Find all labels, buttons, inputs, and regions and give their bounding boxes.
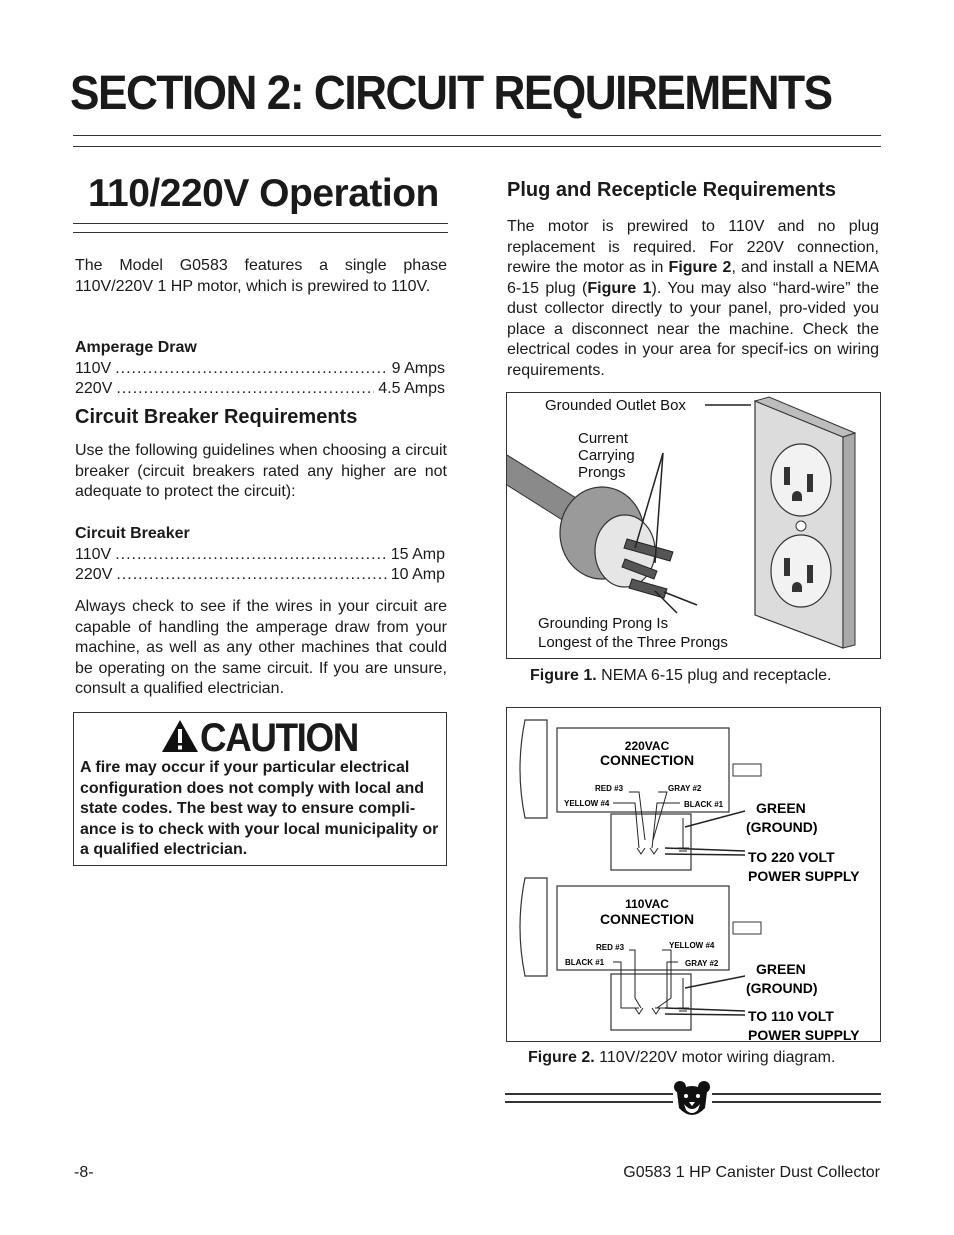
connection-220: CONNECTION — [599, 752, 695, 768]
green-ground-110: (GROUND) — [746, 980, 818, 996]
supply-220: POWER SUPPLY — [748, 868, 860, 884]
breaker-row — [75, 565, 445, 586]
amperage-heading: Amperage Draw — [75, 339, 197, 356]
header-rule-bottom — [73, 146, 881, 147]
page-number: -8- — [74, 1164, 94, 1181]
amperage-row-label: 220V — [75, 380, 113, 397]
warning-triangle-icon — [160, 718, 200, 754]
figure1-caption-label: Figure 1. — [530, 667, 597, 684]
intro-block — [75, 256, 447, 297]
connection-110: CONNECTION — [599, 911, 695, 927]
end-rule — [712, 1101, 881, 1103]
outlet-plate — [755, 397, 855, 648]
breaker-intro-paragraph: Use the following guidelines when choosing a circuit breaker (circuit breakers rated any higher are not adequate to protect the circuit): — [75, 442, 447, 500]
breaker-row-value: 15 Amp — [390, 545, 445, 563]
wiring-diagram — [507, 708, 881, 1042]
figure2-box — [506, 707, 881, 1042]
current-prongs-label: Prongs — [578, 464, 626, 481]
breaker-intro-block — [75, 441, 447, 503]
grounding-prong-label: Longest of the Three Prongs — [538, 634, 728, 651]
current-prongs-label: Current — [578, 430, 629, 447]
green-ground-220: GREEN — [756, 800, 806, 816]
leader-dots — [116, 379, 374, 400]
wire-gray-220: GRAY #2 — [668, 784, 702, 793]
check-block — [75, 597, 447, 700]
current-prongs-label: Carrying — [578, 447, 635, 464]
supply-220: TO 220 VOLT — [748, 849, 835, 865]
breaker-row-label: 220V — [75, 566, 113, 583]
plug-heading: Plug and Recepticle Requirements — [507, 179, 836, 201]
wire-black-110: BLACK #1 — [565, 958, 605, 967]
wire-red-110: RED #3 — [596, 943, 625, 952]
wire-yellow-220: YELLOW #4 — [564, 799, 610, 808]
green-ground-110: GREEN — [756, 961, 806, 977]
figure2-caption — [528, 1049, 835, 1067]
wire-gray-110: GRAY #2 — [685, 959, 719, 968]
leader-dots — [115, 359, 387, 380]
amperage-row — [75, 359, 445, 380]
figure1-box — [506, 392, 881, 659]
supply-110: POWER SUPPLY — [748, 1027, 860, 1042]
plug-block — [507, 217, 879, 381]
plug-receptacle-illustration — [507, 393, 881, 659]
supply-110: TO 110 VOLT — [748, 1008, 834, 1024]
plug-text-part: The motor is prewired to 110V and no plug replacement is required. For 220V connection, rewire the motor as in — [507, 218, 879, 276]
end-rule — [505, 1101, 673, 1103]
figure2-caption-text: 110V/220V motor wiring diagram. — [594, 1049, 836, 1066]
end-rule — [505, 1093, 673, 1095]
grounding-prong-label: Grounding Prong Is — [538, 615, 669, 632]
breaker-row-value: 10 Amp — [390, 566, 445, 583]
intro-paragraph: The Model G0583 features a single phase 110V/220V 1 HP motor, which is prewired to 110V. — [75, 257, 447, 295]
breaker-table — [75, 524, 445, 586]
voltage-220: 220VAC — [624, 739, 670, 753]
breaker-table-heading: Circuit Breaker — [75, 525, 190, 542]
document-title: G0583 1 HP Canister Dust Collector — [623, 1164, 880, 1181]
operation-rule-bottom — [73, 232, 448, 233]
plug-text-part: , and install a NEMA 6-15 plug ( — [507, 259, 880, 297]
check-paragraph: Always check to see if the wires in your circuit are capable of handling the amperage draw from your machine, as well as any other machines that could be operating on the same circuit. If you are unsure, consult a qualified electrician. — [75, 598, 447, 697]
plug-text-part: ). You may also “hard-wire” the dust collector directly to your panel, pro-vided you place a disconnect near the machine. Check the electrical codes in your area for specif-ics on wiring requirements. — [507, 279, 880, 379]
header-rule-top — [73, 135, 881, 136]
caution-text: A fire may occur if your particular electrical configuration does not comply with local and state codes. The best way to ensure compli-ance is to check with your local municipality or a qualified electrician. — [80, 759, 439, 858]
figure-reference: Figure 2 — [668, 259, 732, 276]
caution-title: CAUTION — [200, 716, 358, 760]
amperage-row-label: 110V — [75, 359, 112, 377]
amperage-row-value: 9 Amps — [391, 359, 445, 377]
amperage-row — [75, 379, 445, 400]
bear-logo-icon — [672, 1080, 712, 1120]
figure1-caption — [530, 667, 832, 685]
breaker-row-label: 110V — [75, 545, 112, 563]
voltage-110: 110VAC — [625, 897, 669, 911]
operation-rule-top — [73, 223, 448, 224]
green-ground-220: (GROUND) — [746, 819, 818, 835]
figure2-caption-label: Figure 2. — [528, 1049, 595, 1066]
section-title: SECTION 2: CIRCUIT REQUIREMENTS — [70, 67, 832, 120]
amperage-table — [75, 338, 445, 400]
breaker-heading: Circuit Breaker Requirements — [75, 406, 358, 428]
breaker-row — [75, 545, 445, 566]
leader-dots — [115, 545, 387, 566]
leader-dots — [116, 565, 386, 586]
end-rule — [712, 1093, 881, 1095]
wire-black-220: BLACK #1 — [684, 800, 724, 809]
plug-paragraph — [507, 217, 879, 381]
figure1-caption-text: NEMA 6-15 plug and receptacle. — [596, 667, 832, 684]
operation-title: 110/220V Operation — [88, 172, 439, 215]
amperage-row-value: 4.5 Amps — [378, 380, 445, 397]
outlet-box-label: Grounded Outlet Box — [545, 397, 686, 414]
figure-reference: Figure 1 — [587, 279, 652, 297]
wire-red-220: RED #3 — [595, 784, 624, 793]
wire-yellow-110: YELLOW #4 — [669, 941, 715, 950]
